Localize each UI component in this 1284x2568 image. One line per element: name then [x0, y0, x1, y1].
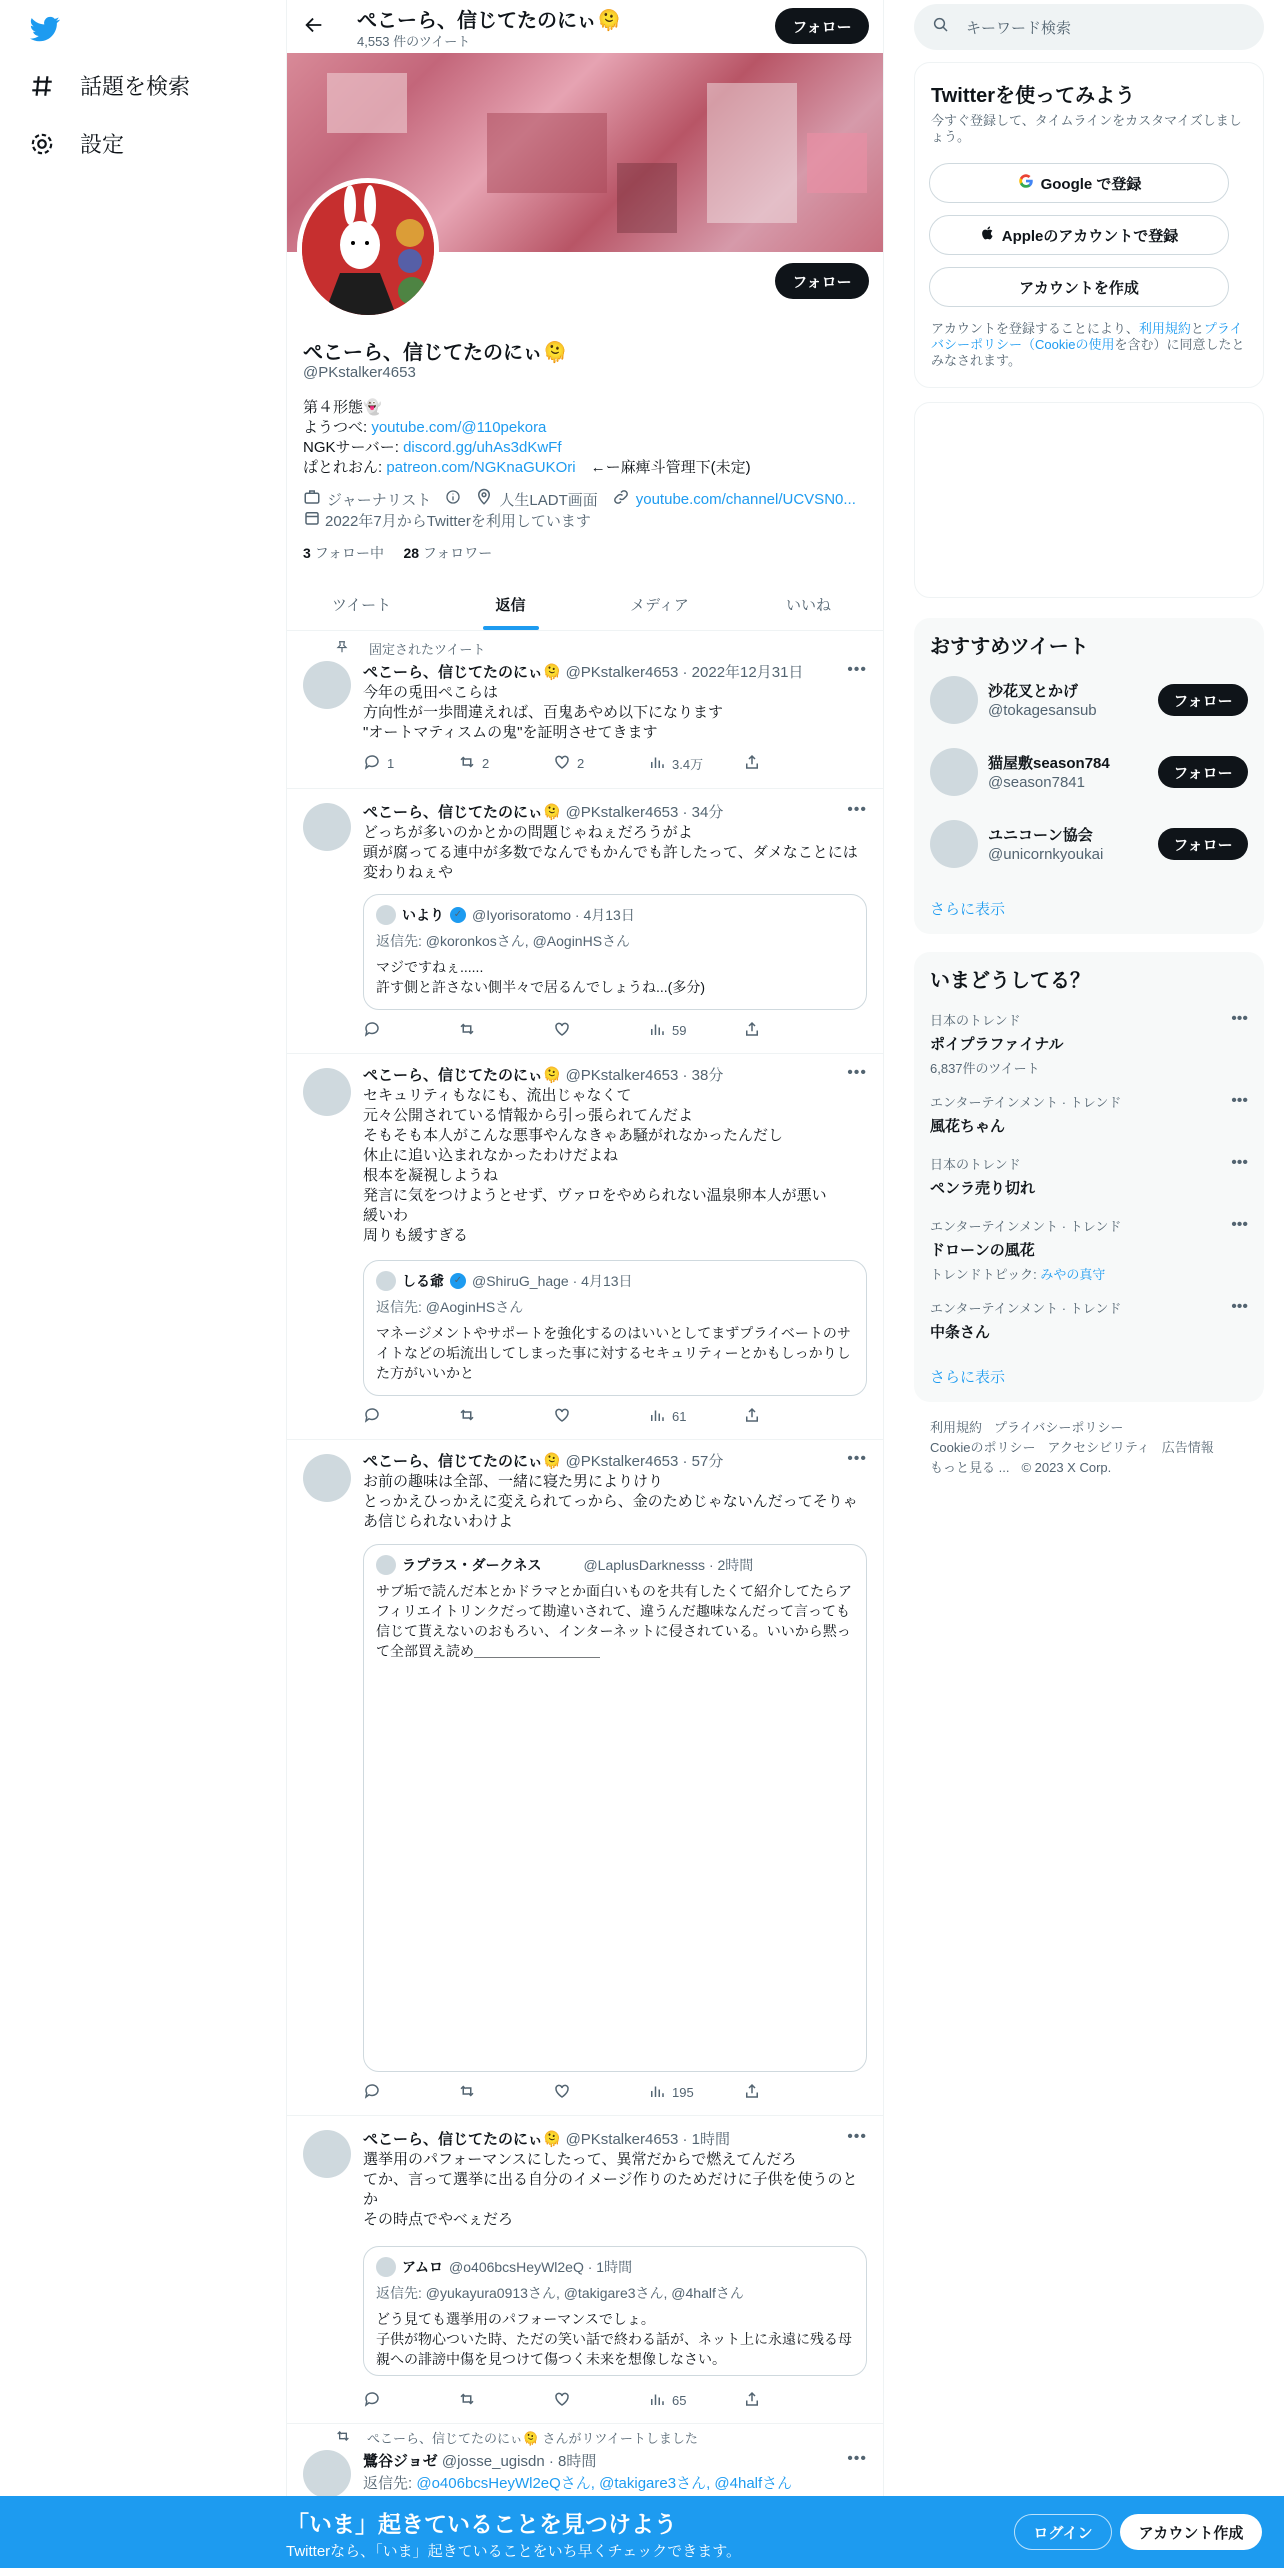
profile-bio [303, 398, 863, 478]
profile-location: 人生LADT画面 [499, 491, 598, 509]
search-input[interactable]: キーワード検索 [966, 19, 1072, 37]
followers-count: 28 [403, 545, 420, 561]
more-icon[interactable]: ••• [847, 2450, 867, 2467]
trend-item[interactable] [930, 1298, 1248, 1342]
reply-prefix: 返信先: [363, 2475, 417, 2492]
share-button[interactable] [743, 753, 803, 774]
trends-title: いまどうしてる？ [930, 970, 1090, 992]
profile-name: ぺこーら、信じてたのにぃ🫠 [303, 342, 568, 364]
tweet-header [363, 801, 723, 822]
pin-icon [335, 640, 349, 657]
bio-discord-link[interactable]: discord.gg/uhAs3dKwFf [403, 439, 562, 456]
views-button[interactable] [648, 1406, 708, 1427]
views-button[interactable] [648, 2082, 708, 2103]
profile-handle: @PKstalker4653 [303, 364, 416, 381]
trend-context: エンターテインメント · トレンド [930, 1219, 1122, 1234]
trend-topic-link[interactable]: みやの真守 [1040, 1267, 1106, 1282]
more-icon[interactable]: ••• [1231, 1298, 1248, 1315]
avatar [376, 2257, 396, 2277]
trend-item[interactable] [930, 1010, 1248, 1077]
follow-counts [303, 543, 492, 563]
quote-author-name: しる爺 [402, 1273, 444, 1289]
terms-link[interactable]: 利用規約 [1138, 321, 1191, 336]
more-icon[interactable]: ••• [847, 801, 867, 818]
rec-handle: @season7841 [988, 774, 1085, 791]
trend-extra: 6,837件のツイート [930, 1061, 1040, 1076]
trend-name: 風花ちゃん [930, 1118, 1006, 1135]
bottom-title: 「いま」起きていることを見つけよう [286, 2511, 677, 2537]
quoted-tweet[interactable] [363, 1544, 867, 2072]
like-button[interactable] [553, 2082, 613, 2103]
nav-settings[interactable] [28, 128, 124, 159]
copyright: © 2023 X Corp. [1021, 1460, 1112, 1475]
bottom-subtitle: Twitterなら、「いま」起きていることをいち早くチェックできます。 [286, 2543, 742, 2560]
tweet-actions [363, 1406, 803, 1427]
views-count: 59 [672, 1023, 687, 1038]
author-meta: @PKstalker4653 · 1時間 [565, 2131, 731, 2148]
search-icon [932, 16, 950, 38]
terms-text: と [1190, 321, 1204, 336]
trend-name: ポイプラファイナル [930, 1036, 1064, 1053]
rec-name: 猫屋敷season784 [988, 755, 1110, 772]
profile-url[interactable]: youtube.com/channel/UCVSN0... [635, 490, 856, 508]
footer-link[interactable]: 広告情報 [1161, 1440, 1214, 1455]
quote-header [376, 905, 635, 925]
share-icon [743, 2082, 761, 2103]
quote-text: どう見ても選挙用のパフォーマンスでしょ。 子供が物心ついた時、ただの笑い話で終わる話が、ネット上に永遠に残る母親への誹謗中傷を見つけて傷つく未来を想像しなさい。 [376, 2311, 852, 2367]
tweet-actions [363, 2082, 803, 2103]
apple-icon [980, 225, 996, 245]
views-icon [648, 2082, 666, 2103]
author-meta: @PKstalker4653 · 38分 [565, 1067, 724, 1084]
profile-joined: 2022年7月からTwitterを利用しています [325, 512, 591, 530]
nav-explore-label: 話題を検索 [80, 74, 191, 99]
reply-button[interactable] [363, 2082, 423, 2103]
quoted-tweet[interactable] [363, 894, 867, 1010]
reply-count: 1 [387, 756, 395, 771]
left-sidebar [0, 0, 286, 2568]
author-name[interactable]: ぺこーら、信じてたのにぃ🫠 [363, 664, 562, 681]
avatar [376, 905, 396, 925]
more-icon[interactable]: ••• [1231, 1216, 1248, 1233]
reply-to-handles: @koronkosさん, @AoginHSさん [425, 933, 631, 949]
google-signup-button[interactable] [929, 163, 1229, 203]
bio-label: ぱとれおん: [303, 459, 387, 476]
following-count: 3 [303, 545, 311, 561]
trends-show-more[interactable]: さらに表示 [930, 1369, 1006, 1386]
following-link[interactable] [303, 545, 384, 561]
retweet-button[interactable] [458, 753, 518, 774]
avatar[interactable] [303, 661, 351, 709]
reply-icon [363, 753, 381, 774]
verified-badge-icon: ✓ [450, 1273, 466, 1289]
views-count: 61 [672, 1409, 687, 1424]
heart-icon [553, 1020, 571, 1041]
profile-meta-row [303, 488, 856, 510]
quote-header [376, 2257, 632, 2277]
share-button[interactable] [743, 2082, 803, 2103]
like-button[interactable] [553, 2390, 613, 2411]
more-icon[interactable]: ••• [1231, 1092, 1248, 1109]
trend-item[interactable] [930, 1092, 1248, 1136]
trend-name: ドローンの風花 [930, 1242, 1035, 1259]
location-pin-icon [475, 488, 493, 510]
reply-to-handles[interactable]: @o406bcsHeyWl2eQさん, @takigare3さん, @4halfさん [416, 2475, 793, 2492]
tweet-item[interactable] [287, 1440, 883, 2116]
link-icon [612, 488, 630, 510]
like-count: 2 [577, 756, 585, 771]
bio-label: ようつべ: [303, 419, 372, 436]
more-icon[interactable]: ••• [847, 661, 867, 678]
more-icon[interactable]: ••• [847, 1450, 867, 1467]
views-icon [648, 2390, 666, 2411]
heart-icon [553, 2082, 571, 2103]
search-box[interactable] [914, 4, 1264, 50]
footer-link[interactable]: プライバシーポリシー [994, 1420, 1124, 1435]
tweet-item[interactable] [287, 2116, 883, 2424]
tweet-actions [363, 2390, 803, 2411]
retweet-button[interactable] [458, 1020, 518, 1041]
rec-name: ユニコーン協会 [988, 827, 1093, 844]
profile-tabs [287, 578, 883, 631]
tweet-header [363, 1064, 723, 1085]
reply-to-handles: @AoginHSさん [425, 1299, 524, 1315]
quote-author-meta: @o406bcsHeyWl2eQ · 1時間 [449, 2259, 633, 2275]
reply-button[interactable] [363, 753, 423, 774]
google-icon [1017, 172, 1035, 194]
recommended-item[interactable] [930, 820, 1248, 870]
quoted-tweet[interactable] [363, 2246, 867, 2376]
footer-links [930, 1418, 1250, 1478]
trend-context: エンターテインメント · トレンド [930, 1095, 1122, 1110]
avatar[interactable] [930, 676, 978, 724]
following-label: フォロー中 [314, 545, 384, 561]
views-button[interactable] [648, 2390, 708, 2411]
google-signup-label: Google で登録 [1040, 175, 1142, 193]
retweeted-by-label[interactable]: ぺこーら、信じてたのにぃ🫠 さんがリツイートしました [367, 2431, 698, 2446]
views-count: 3.4万 [672, 757, 704, 772]
share-button[interactable] [743, 1020, 803, 1041]
rec-follow-button[interactable]: フォロー [1158, 828, 1248, 860]
login-button[interactable]: ログイン [1014, 2514, 1112, 2550]
bio-youtube-link[interactable]: youtube.com/@110pekora [371, 419, 547, 436]
signup-card [914, 62, 1264, 388]
retweet-icon [458, 2082, 476, 2103]
rec-handle: @tokagesansub [988, 702, 1097, 719]
heart-icon [553, 1406, 571, 1427]
reply-icon [363, 2390, 381, 2411]
recommended-show-more[interactable]: さらに表示 [930, 901, 1006, 918]
views-icon [648, 1406, 666, 1427]
retweet-icon [458, 2390, 476, 2411]
rec-follow-button[interactable]: フォロー [1158, 756, 1248, 788]
recommended-title: おすすめツイート [930, 636, 1089, 658]
tab-tweets[interactable]: ツイート [331, 596, 392, 614]
bio-patreon-link[interactable]: patreon.com/NGKnaGUKOri [386, 459, 576, 476]
signup-button[interactable]: アカウント作成 [1120, 2514, 1262, 2550]
footer-link[interactable]: 利用規約 [930, 1420, 983, 1435]
views-count: 65 [672, 2393, 687, 2408]
briefcase-icon [303, 488, 321, 510]
trend-name: 中条さん [930, 1324, 991, 1341]
author-name[interactable]: ぺこーら、信じてたのにぃ🫠 [363, 2131, 562, 2148]
back-arrow-icon[interactable] [303, 14, 325, 42]
empty-card [914, 402, 1264, 598]
header-follow-button[interactable]: フォロー [775, 8, 869, 44]
rec-handle: @unicornkyoukai [988, 846, 1104, 863]
like-button[interactable] [553, 1020, 613, 1041]
more-icon[interactable]: ••• [847, 2128, 867, 2145]
author-name[interactable]: 鷺谷ジョゼ [363, 2453, 438, 2470]
trend-context: エンターテインメント · トレンド [930, 1301, 1122, 1316]
footer-link[interactable]: アクセシビリティ [1047, 1440, 1150, 1455]
tweet-text: 今年の兎田ぺこらは 方向性が一歩間違えれば、百鬼あやめ以下になります "オートマティスムの鬼"を証明させてきます [363, 684, 724, 741]
retweet-icon [458, 1020, 476, 1041]
views-button[interactable] [648, 1020, 708, 1041]
recommended-item[interactable] [930, 748, 1248, 798]
author-meta: @PKstalker4653 · 2022年12月31日 [565, 664, 804, 681]
avatar[interactable] [303, 2130, 351, 2178]
avatar[interactable] [303, 1068, 351, 1116]
calendar-icon [303, 509, 321, 531]
footer-link[interactable]: Cookieのポリシー [930, 1440, 1036, 1455]
share-icon [743, 1020, 761, 1041]
rec-name: 沙花叉とかげ [988, 683, 1079, 700]
more-icon[interactable]: ••• [1231, 1154, 1248, 1171]
avatar[interactable] [930, 820, 978, 868]
tweet-item[interactable] [287, 1054, 883, 1440]
avatar [376, 1271, 396, 1291]
pinned-label: 固定されたツイート [369, 642, 486, 657]
reply-prefix: 返信先: [376, 933, 426, 949]
gear-icon [28, 130, 56, 158]
trend-name: ペンラ売り切れ [930, 1180, 1036, 1197]
tab-media[interactable]: メディア [630, 596, 689, 614]
reply-button[interactable] [363, 1406, 423, 1427]
profile-follow-button[interactable]: フォロー [775, 263, 869, 299]
author-meta: @josse_ugisdn · 8時間 [441, 2453, 597, 2470]
quote-header [376, 1555, 753, 1575]
retweet-icon [458, 753, 476, 774]
trend-context: 日本のトレンド [930, 1157, 1021, 1172]
trend-context: 日本のトレンド [930, 1013, 1021, 1028]
share-button[interactable] [743, 1406, 803, 1427]
quote-text: マネージメントやサポートを強化するのはいいとしてまずプライベートのサイトなどの垢流出してしまった事に対するセキュリティーとかもしっかりした方がいいかと [376, 1325, 851, 1381]
tab-likes[interactable]: いいね [785, 596, 831, 614]
quote-author-name: アムロ [402, 2259, 444, 2275]
quote-reply-to [376, 1297, 523, 1317]
tweet-text: セキュリティもなにも、流出じゃなくて 元々公開されている情報から引っ張られてんだよ そもそも本人がこんな悪事やんなきゃあ騒がれなかったんだし 休止に追い込まれなかったわけだよね 根本を凝視しようね 発言に気をつけようとせず、ヴァロをやめられない温泉卵本人が悪い 緩いわ 周りも緩すぎる [363, 1087, 827, 1244]
views-button[interactable] [648, 753, 708, 774]
tweet-actions [363, 1020, 803, 1041]
trend-topic-prefix: トレンドトピック: [930, 1267, 1041, 1282]
tweet-text: どっちが多いのかとかの問題じゃねぇだろうがよ 頭が腐ってる連中が多数でなんでもかんでも許したって、ダメなことには変わりねぇや [363, 824, 858, 881]
signup-title: Twitterを使ってみよう [931, 85, 1136, 107]
tab-replies[interactable]: 返信 [436, 578, 585, 630]
nav-settings-label: 設定 [80, 132, 125, 157]
retweet-icon [458, 1406, 476, 1427]
retweet-button[interactable] [458, 2390, 518, 2411]
retweeted-row [335, 2428, 698, 2447]
retweet-button[interactable] [458, 1406, 518, 1427]
profile-job: ジャーナリスト [327, 491, 432, 509]
quote-author-meta: @ShiruG_hage · 4月13日 [472, 1273, 633, 1289]
quote-author-name: いより [402, 907, 444, 923]
quote-text: サブ垢で読んだ本とかドラマとか面白いものを共有したくて紹介してたらアフィリエイトリンクだって勘違いされて、違うんだ趣味なんだって言っても信じて貰えないのおもろい、インターネットに侵されている。いいから黙って全部買え読め＿＿＿＿＿＿＿＿＿ [376, 1583, 852, 1659]
views-icon [648, 753, 666, 774]
bio-line: 第４形態👻 [303, 399, 382, 416]
header-name: ぺこーら、信じてたのにぃ🫠 [357, 10, 622, 32]
avatar[interactable] [930, 748, 978, 796]
author-name[interactable]: ぺこーら、信じてたのにぃ🫠 [363, 804, 562, 821]
trends-card [914, 952, 1264, 1402]
bottom-signup-bar [0, 2496, 1284, 2568]
quote-author-name: ラプラス・ダークネス [402, 1557, 542, 1573]
quote-author-meta: @Iyorisoratomo · 4月13日 [472, 907, 635, 923]
quote-reply-to [376, 2283, 744, 2303]
privacy-link[interactable]: プライバシーポリシー（Cookieの使用 [931, 321, 1243, 352]
author-meta: @PKstalker4653 · 34分 [565, 804, 724, 821]
terms-text: を含む）に同意したとみなされます。 [931, 337, 1245, 368]
info-icon[interactable] [445, 489, 461, 509]
more-icon[interactable]: ••• [847, 1064, 867, 1081]
verified-badge-icon: ✓ [450, 907, 466, 923]
tweet-text: お前の趣味は全部、一緒に寝た男によりけり とっかえひっかえに変えられてっから、金のためじゃないんだってそりゃあ信じられないわけよ [363, 1473, 858, 1530]
header-tweet-count: 4,553 件のツイート [357, 34, 471, 49]
tweet-header [363, 661, 803, 682]
create-account-button[interactable]: アカウントを作成 [929, 267, 1229, 307]
share-button[interactable] [743, 2390, 803, 2411]
profile-avatar[interactable] [297, 178, 439, 320]
apple-signup-button[interactable] [929, 215, 1229, 255]
reply-button[interactable] [363, 1020, 423, 1041]
signup-subtitle: 今すぐ登録して、タイムラインをカスタマイズしましょう。 [931, 113, 1242, 144]
tweet-header [363, 2128, 730, 2149]
tweet-header [363, 1450, 723, 1471]
nav-explore[interactable] [28, 70, 190, 101]
pinned-row [335, 639, 485, 658]
tweet-header [363, 2450, 596, 2471]
share-icon [743, 1406, 761, 1427]
rec-follow-button[interactable]: フォロー [1158, 684, 1248, 716]
recommended-item[interactable] [930, 676, 1248, 726]
more-icon[interactable]: ••• [1231, 1010, 1248, 1027]
trend-item[interactable] [930, 1216, 1248, 1283]
reply-to-row [363, 2472, 792, 2493]
retweet-icon [335, 2428, 351, 2447]
avatar [376, 1555, 396, 1575]
twitter-logo-icon[interactable] [28, 14, 62, 44]
reply-icon [363, 2082, 381, 2103]
author-name[interactable]: ぺこーら、信じてたのにぃ🫠 [363, 1067, 562, 1084]
reply-icon [363, 1020, 381, 1041]
recommended-card [914, 618, 1264, 934]
followers-label: フォロワー [422, 545, 493, 561]
views-count: 195 [672, 2085, 694, 2100]
avatar[interactable] [303, 803, 351, 851]
signup-terms [931, 321, 1249, 369]
trend-item[interactable] [930, 1154, 1248, 1198]
tweet-item[interactable] [287, 631, 883, 789]
like-button[interactable] [553, 1406, 613, 1427]
reply-icon [363, 1406, 381, 1427]
share-icon [743, 753, 761, 774]
footer-link[interactable]: もっと見る ... [930, 1460, 1010, 1475]
tweet-item[interactable] [287, 2424, 883, 2496]
avatar[interactable] [303, 1454, 351, 1502]
author-meta: @PKstalker4653 · 57分 [565, 1453, 724, 1470]
apple-signup-label: Appleのアカウントで登録 [1001, 227, 1179, 245]
terms-text: アカウントを登録することにより、 [931, 321, 1139, 336]
quote-author-meta: @LaplusDarknesss · 2時間 [583, 1557, 754, 1573]
views-icon [648, 1020, 666, 1041]
quote-header [376, 1271, 633, 1291]
heart-icon [553, 2390, 571, 2411]
author-name[interactable]: ぺこーら、信じてたのにぃ🫠 [363, 1453, 562, 1470]
trend-extra [930, 1264, 1248, 1283]
quote-reply-to [376, 931, 630, 951]
quoted-tweet[interactable] [363, 1260, 867, 1396]
quote-text: マジですねぇ...... 許す側と許さない側半々で居るんでしょうね...(多分) [376, 959, 705, 995]
right-sidebar [914, 0, 1264, 2568]
tweet-item[interactable] [287, 789, 883, 1054]
bio-suffix: ←ー麻痺斗管理下(未定) [575, 459, 751, 476]
retweet-button[interactable] [458, 2082, 518, 2103]
tweet-text: 選挙用のパフォーマンスにしたって、異常だからで燃えてんだろ てか、言って選挙に出る自分のイメージ作りのためだけに子供を使うのとか その時点でやべぇだろ [363, 2151, 858, 2228]
reply-button[interactable] [363, 2390, 423, 2411]
heart-icon [553, 753, 571, 774]
profile-header-bar [287, 0, 883, 53]
hashtag-icon [28, 72, 56, 100]
share-icon [743, 2390, 761, 2411]
like-button[interactable] [553, 753, 613, 774]
reply-prefix: 返信先: [376, 1299, 426, 1315]
bio-label: NGKサーバー: [303, 439, 404, 456]
main-column [286, 0, 884, 2568]
reply-prefix: 返信先: [376, 2285, 426, 2301]
followers-link[interactable] [403, 545, 492, 561]
tweet-actions [363, 753, 803, 774]
retweet-count: 2 [482, 756, 490, 771]
avatar[interactable] [303, 2450, 351, 2498]
profile-joined-row [303, 509, 591, 531]
reply-to-handles: @yukayura0913さん, @takigare3さん, @4halfさん [425, 2285, 744, 2301]
